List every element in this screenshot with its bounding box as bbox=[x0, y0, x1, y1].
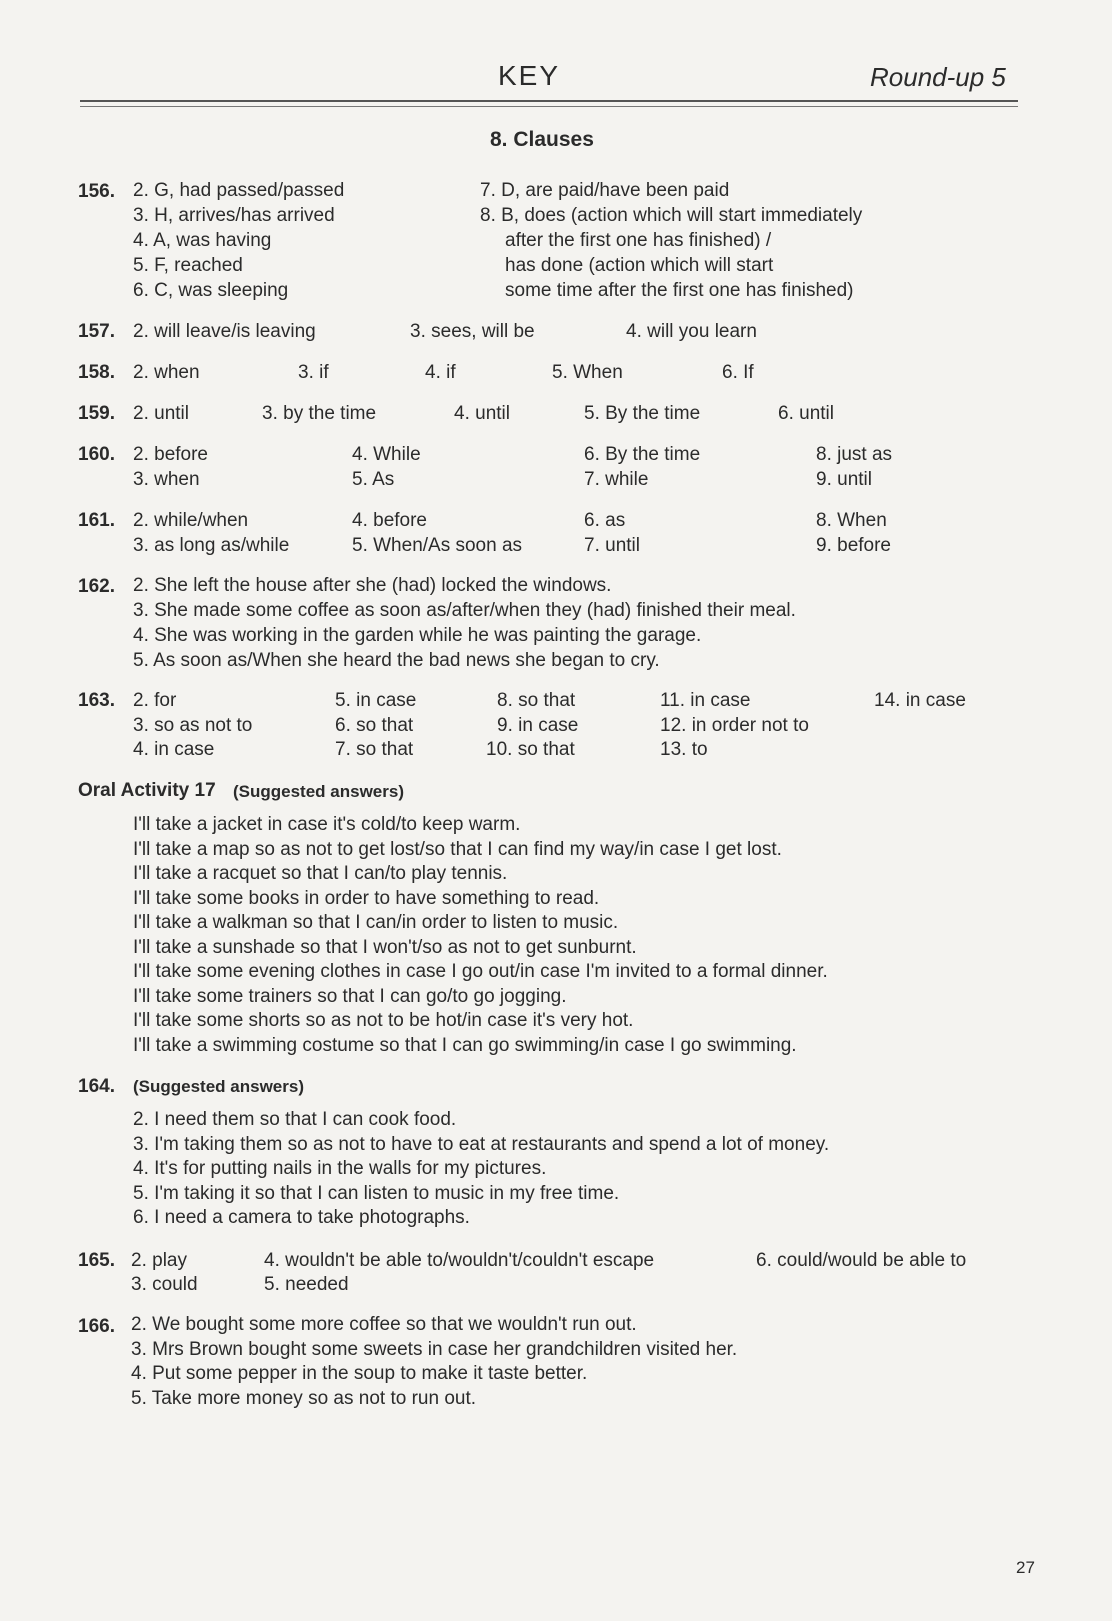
answer-line: 3. I'm taking them so as not to have to eat at restaurants and spend a lot of money. bbox=[133, 1133, 830, 1155]
answer-item: 7. while bbox=[584, 469, 649, 490]
answer-item: 11. in case bbox=[660, 690, 751, 711]
answer-line: 5. As soon as/When she heard the bad news she began to cry. bbox=[133, 650, 660, 671]
answer-item: 9. before bbox=[816, 535, 891, 556]
answer-line: 3. Mrs Brown bought some sweets in case her grandchildren visited her. bbox=[131, 1338, 738, 1360]
answer-line: I'll take some books in order to have something to read. bbox=[133, 887, 600, 909]
answer-line: I'll take a swimming costume so that I can go swimming/in case I go swimming. bbox=[133, 1034, 797, 1056]
question-number-163: 163. bbox=[78, 690, 115, 711]
answer-item: 5. By the time bbox=[584, 403, 701, 424]
answer-item: 12. in order not to bbox=[660, 715, 809, 736]
oral-activity-title: Oral Activity 17 bbox=[78, 780, 216, 801]
answer-item: 4. will you learn bbox=[626, 321, 757, 342]
answer-line: 4. Put some pepper in the soup to make it taste better. bbox=[131, 1363, 588, 1384]
answer-item: 3. so as not to bbox=[133, 715, 253, 736]
header-rule bbox=[80, 100, 1018, 102]
answer-line: 5. F, reached bbox=[133, 255, 243, 276]
answer-item: 6. could/would be able to bbox=[756, 1250, 967, 1271]
answer-item: 7. until bbox=[584, 535, 640, 556]
answer-item: 2. will leave/is leaving bbox=[133, 321, 316, 342]
answer-item: 6. as bbox=[584, 510, 626, 531]
answer-item: 4. if bbox=[425, 362, 456, 383]
answers-164 bbox=[133, 1108, 829, 1231]
answer-item: 4. wouldn't be able to/wouldn't/couldn't escape bbox=[264, 1250, 655, 1271]
answer-item: 3. when bbox=[133, 469, 200, 490]
answers-162 bbox=[133, 573, 796, 673]
answer-line: 2. I need them so that I can cook food. bbox=[133, 1109, 457, 1130]
answer-item: 3. if bbox=[298, 362, 329, 383]
oral-activity-subtitle: (Suggested answers) bbox=[233, 782, 404, 801]
answer-line: 8. B, does (action which will start immediately bbox=[480, 205, 863, 226]
question-number-165: 165. bbox=[78, 1250, 115, 1271]
answer-item: 6. so that bbox=[335, 715, 414, 736]
question-number-160: 160. bbox=[78, 444, 115, 465]
answer-item: 5. in case bbox=[335, 690, 417, 711]
question-number-156: 156. bbox=[78, 181, 115, 202]
answer-line: I'll take some trainers so that I can go/to go jogging. bbox=[133, 985, 567, 1007]
question-number-166: 166. bbox=[78, 1316, 115, 1337]
answer-item: 3. could bbox=[131, 1274, 198, 1295]
question-number-157: 157. bbox=[78, 321, 115, 342]
answer-item: 8. so that bbox=[497, 690, 576, 711]
answer-line: 4. It's for putting nails in the walls for my pictures. bbox=[133, 1158, 547, 1179]
suggested-answers-label: (Suggested answers) bbox=[133, 1077, 304, 1096]
answer-item: 5. When/As soon as bbox=[352, 535, 523, 556]
answer-item: 2. play bbox=[131, 1250, 187, 1271]
answer-item: 6. until bbox=[778, 403, 834, 424]
answer-line: 2. She left the house after she (had) locked the windows. bbox=[133, 575, 612, 596]
answer-line: 5. I'm taking it so that I can listen to music in my free time. bbox=[133, 1182, 620, 1204]
answer-item: 9. until bbox=[816, 469, 872, 490]
answer-line: 5. Take more money so as not to run out. bbox=[131, 1387, 477, 1409]
answer-line: 3. H, arrives/has arrived bbox=[133, 205, 335, 226]
answer-item: 8. just as bbox=[816, 444, 893, 465]
answer-item: 2. before bbox=[133, 444, 208, 465]
answer-line: 2. G, had passed/passed bbox=[133, 180, 345, 201]
answers-166 bbox=[131, 1313, 737, 1411]
answer-item: 3. sees, will be bbox=[410, 321, 535, 342]
answer-item: 4. until bbox=[454, 403, 510, 424]
answer-item: 6. By the time bbox=[584, 444, 701, 465]
answer-line: has done (action which will start bbox=[505, 255, 774, 276]
answer-item: 9. in case bbox=[497, 715, 579, 736]
answer-line: I'll take a map so as not to get lost/so that I can find my way/in case I get lost. bbox=[133, 838, 782, 860]
answers-156-right bbox=[480, 178, 862, 303]
answer-item: 2. until bbox=[133, 403, 189, 424]
answer-item: 13. to bbox=[660, 739, 708, 760]
answer-line: 6. C, was sleeping bbox=[133, 280, 289, 301]
answer-line: 3. She made some coffee as soon as/after/when they (had) finished their meal. bbox=[133, 600, 796, 621]
answer-item: 5. needed bbox=[264, 1274, 349, 1295]
header-round-up: Round-up 5 bbox=[870, 62, 1006, 92]
answer-line: I'll take a jacket in case it's cold/to keep warm. bbox=[133, 814, 521, 835]
question-number-162: 162. bbox=[78, 576, 115, 597]
answer-line: I'll take a racquet so that I can/to play tennis. bbox=[133, 863, 508, 884]
answer-item: 4. While bbox=[352, 444, 421, 465]
answer-line: I'll take a walkman so that I can/in order to listen to music. bbox=[133, 912, 619, 933]
oral-activity-answers bbox=[133, 813, 828, 1058]
answer-line: after the first one has finished) / bbox=[505, 230, 772, 251]
answer-item: 2. for bbox=[133, 690, 177, 711]
answer-item: 5. As bbox=[352, 469, 395, 490]
answer-line: some time after the first one has finished) bbox=[505, 280, 854, 301]
answer-line: I'll take a sunshade so that I won't/so as not to get sunburnt. bbox=[133, 936, 637, 958]
header-key: KEY bbox=[498, 60, 561, 91]
question-number-158: 158. bbox=[78, 362, 115, 383]
answer-item: 3. as long as/while bbox=[133, 535, 290, 556]
answer-item: 7. so that bbox=[335, 739, 414, 760]
answer-line: 4. She was working in the garden while he was painting the garage. bbox=[133, 625, 702, 646]
answer-item: 8. When bbox=[816, 510, 887, 531]
answer-item: 3. by the time bbox=[262, 403, 377, 424]
answer-line: 4. A, was having bbox=[133, 230, 272, 251]
answer-item: 5. When bbox=[552, 362, 623, 383]
answers-156-left bbox=[133, 178, 344, 303]
page-number: 27 bbox=[1016, 1558, 1035, 1577]
answer-line: 7. D, are paid/have been paid bbox=[480, 180, 730, 201]
answer-item: 4. before bbox=[352, 510, 427, 531]
section-title: 8. Clauses bbox=[490, 128, 594, 151]
answer-item: 14. in case bbox=[874, 690, 966, 711]
question-number-161: 161. bbox=[78, 510, 115, 531]
answer-line: 6. I need a camera to take photographs. bbox=[133, 1207, 470, 1228]
question-number-164: 164. bbox=[78, 1076, 115, 1097]
answer-item: 2. while/when bbox=[133, 510, 249, 531]
answer-line: I'll take some evening clothes in case I go out/in case I'm invited to a formal dinner. bbox=[133, 961, 828, 982]
answer-item: 6. If bbox=[722, 362, 754, 383]
header-rule-thin bbox=[80, 106, 1018, 107]
answer-item: 4. in case bbox=[133, 739, 215, 760]
answer-item: 2. when bbox=[133, 362, 200, 383]
question-number-159: 159. bbox=[78, 403, 115, 424]
answer-item: 10. so that bbox=[486, 739, 575, 760]
answer-line: I'll take some shorts so as not to be hot/in case it's very hot. bbox=[133, 1010, 634, 1031]
answer-line: 2. We bought some more coffee so that we wouldn't run out. bbox=[131, 1314, 637, 1335]
